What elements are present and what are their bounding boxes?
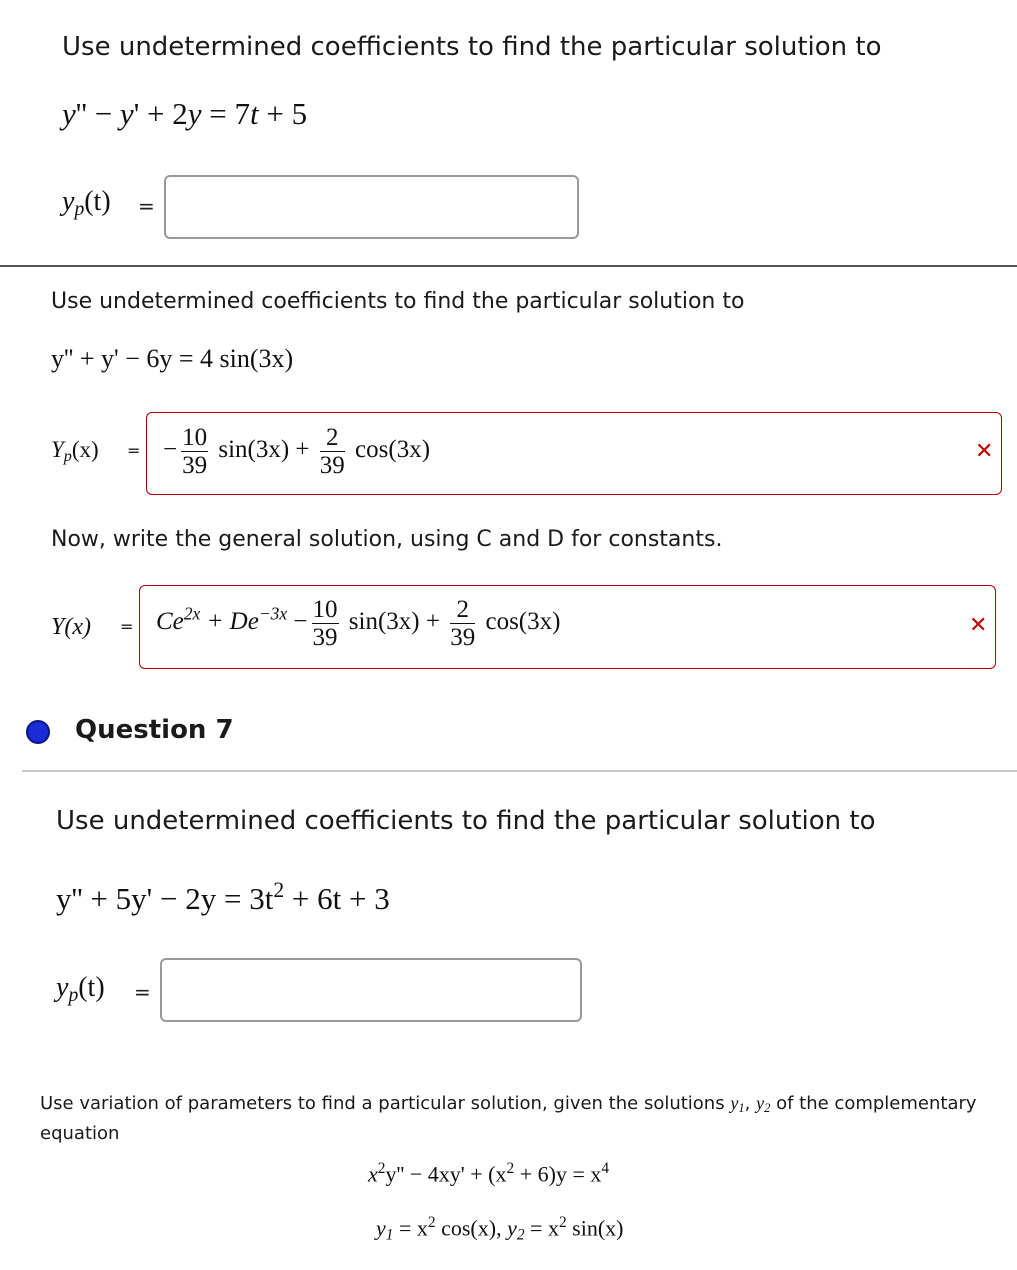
q6-prompt: Use undetermined coefficients to find the particular solution to: [51, 289, 745, 314]
question-7-header: Question 7: [75, 715, 234, 745]
q5-equation: y'' − y' + 2y = 7t + 5: [62, 96, 308, 131]
fraction-10-39: $\frac{10}{39}$: [182, 424, 208, 479]
fraction-2-39: $\frac{2}{39}$: [450, 596, 476, 651]
q5-equals-sign: =: [138, 194, 155, 218]
q6-general-prompt: Now, write the general solution, using C and D for constants.: [51, 527, 723, 552]
q5-answer-label: $y_p(t)$: [62, 186, 111, 220]
q6-yp-answer-expression: − $\frac{10}{39}$ sin(3x) + $\frac{2}{39}$ cos(3x): [163, 424, 431, 479]
q6-general-equals: =: [120, 617, 134, 636]
q7-equation: $y'' + 5y' - 2y = 3t^2 + 6t + 3$: [56, 878, 390, 916]
question-status-dot-icon: [26, 720, 50, 744]
q8-equation: $x^2y'' - 4xy' + (x^2 + 6)y = x^4$: [368, 1160, 610, 1187]
q6-general-answer-input[interactable]: [139, 585, 996, 669]
q6-general-answer-expression: $Ce^{2x} + De^{-3x}$ − $\frac{10}{39}$ sin(3x) + $\frac{2}{39}$ cos(3x): [156, 596, 561, 651]
fraction-10-39: $\frac{10}{39}$: [312, 596, 338, 651]
fraction-2-39: $\frac{2}{39}$: [319, 424, 345, 479]
incorrect-x-icon: ✕: [975, 439, 994, 464]
incorrect-x-icon: ✕: [969, 613, 988, 638]
q6-yp-equals: =: [127, 441, 141, 460]
q8-complementary-solutions: $y_1 = x^2$ cos(x), $y_2 = x^2$ sin(x): [376, 1214, 624, 1244]
q7-prompt: Use undetermined coefficients to find the particular solution to: [56, 806, 876, 836]
q6-general-label: Y(x): [51, 614, 91, 640]
q7-equals-sign: =: [134, 980, 151, 1004]
q5-prompt: Use undetermined coefficients to find the particular solution to: [62, 32, 882, 62]
q6-yp-label: $Y_p(x)$: [51, 437, 99, 466]
q8-prompt: Use variation of parameters to find a particular solution, given the solutions $y_1$, $y_2$ of the complementary equation: [40, 1093, 977, 1145]
section-divider-1: [0, 265, 1017, 267]
section-divider-2: [22, 770, 1017, 772]
q7-answer-input[interactable]: [160, 958, 582, 1022]
q7-answer-label: $y_p(t)$: [56, 972, 105, 1006]
q6-yp-answer-input[interactable]: [146, 412, 1002, 495]
q6-equation: y'' + y' − 6y = 4 sin(3x): [51, 344, 294, 373]
q5-answer-input[interactable]: [164, 175, 579, 239]
